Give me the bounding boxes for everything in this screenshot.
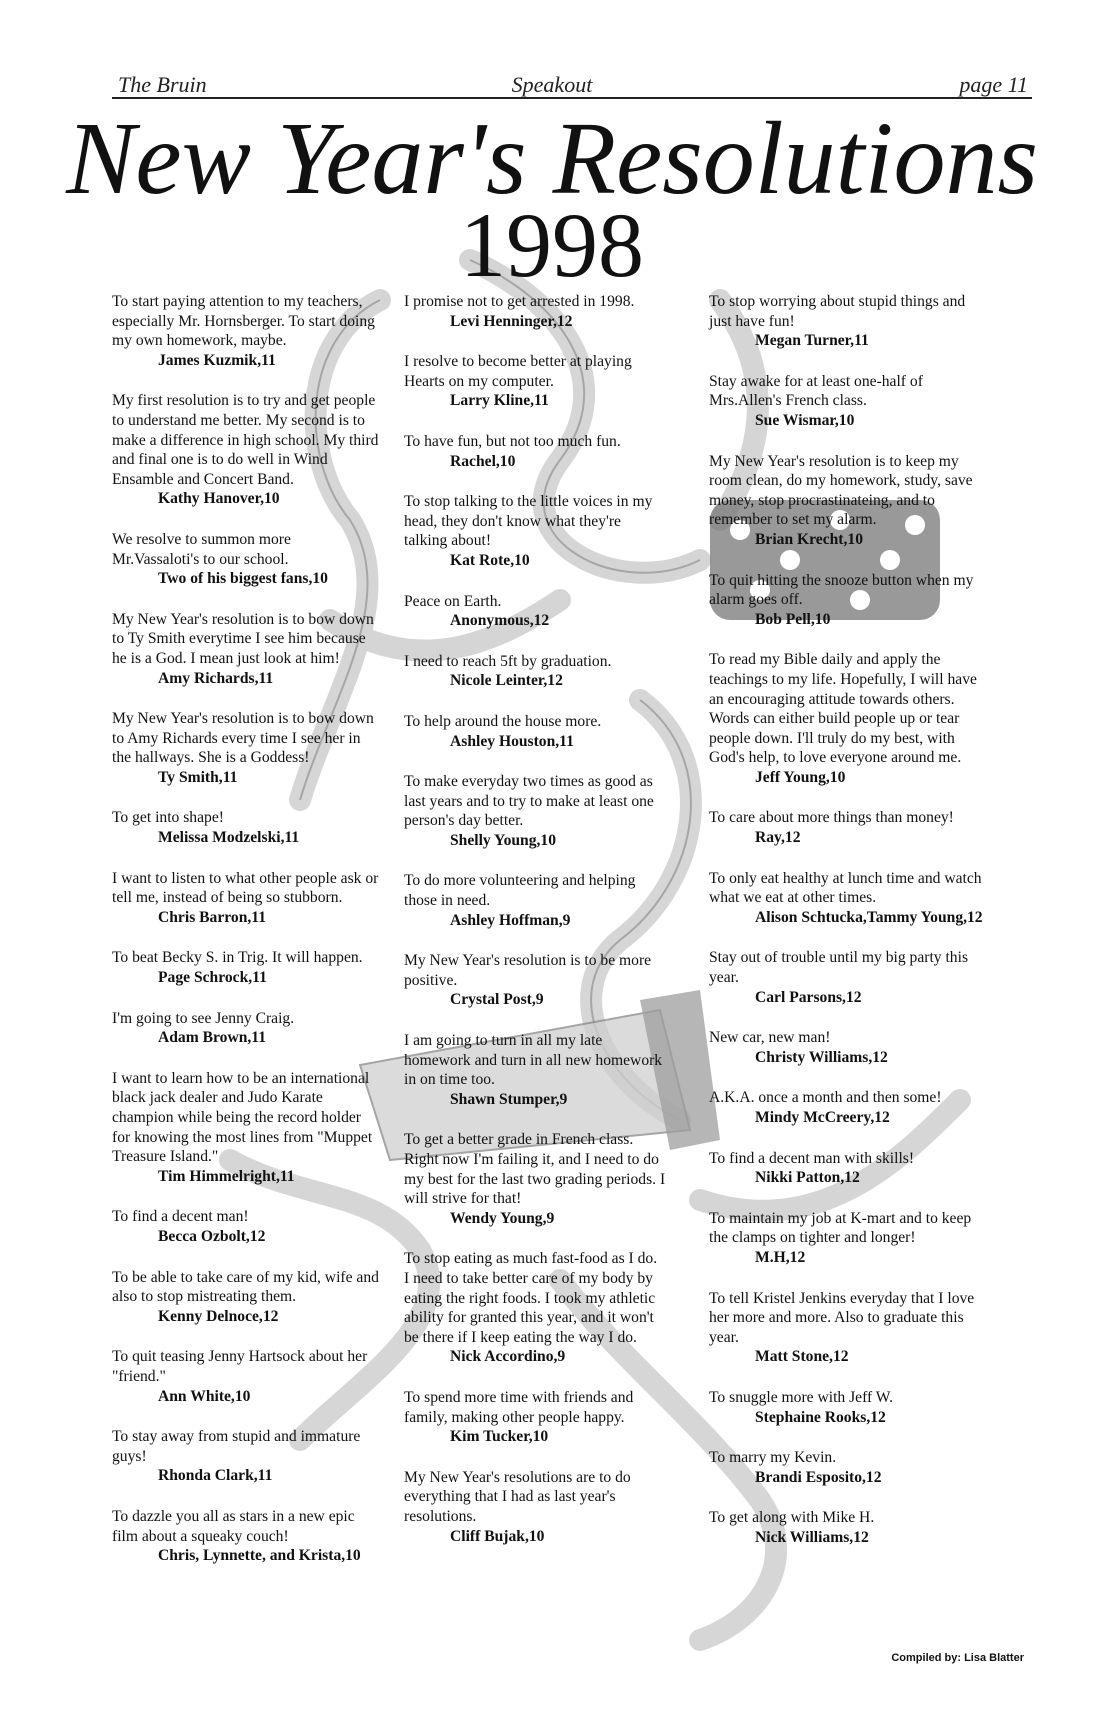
resolution-text: I resolve to become better at playing Hearts on my computer. bbox=[404, 353, 632, 390]
resolution-author: Kim Tucker,10 bbox=[450, 1428, 549, 1446]
resolution-entry bbox=[404, 1388, 666, 1447]
resolution-author: Levi Henninger,12 bbox=[450, 312, 573, 330]
resolution-entry bbox=[404, 871, 666, 930]
resolution-author: Becca Ozbolt,12 bbox=[158, 1227, 266, 1245]
resolution-entry bbox=[709, 452, 985, 550]
resolution-text: To maintain my job at K-mart and to keep the clamps on tighter and longer! bbox=[709, 1209, 972, 1247]
resolution-author: Alison Schtucka,Tammy Young,12 bbox=[755, 908, 983, 926]
resolution-entry bbox=[404, 592, 666, 631]
resolution-text: To tell Kristel Jenkins everyday that I love her more and more. Also to graduate this year. bbox=[709, 1289, 975, 1346]
resolution-author: Adam Brown,11 bbox=[158, 1029, 267, 1047]
resolution-author: Jeff Young,10 bbox=[755, 768, 846, 786]
resolution-entry bbox=[404, 1031, 666, 1109]
resolution-text: I need to reach 5ft by graduation. bbox=[404, 652, 612, 670]
resolution-text: To be able to take care of my kid, wife and also to stop mistreating them. bbox=[112, 1268, 379, 1306]
resolution-author: Nick Accordino,9 bbox=[450, 1348, 566, 1366]
resolution-entry bbox=[404, 432, 666, 471]
resolution-entry bbox=[112, 869, 380, 928]
resolution-author: Bob Pell,10 bbox=[755, 610, 831, 628]
resolution-author: Ty Smith,11 bbox=[158, 768, 238, 786]
resolution-entry bbox=[709, 372, 985, 431]
resolution-entry bbox=[404, 292, 666, 331]
resolution-text: To get along with Mike H. bbox=[709, 1509, 875, 1527]
resolution-text: To do more volunteering and helping those in need. bbox=[404, 872, 636, 910]
resolution-entry bbox=[112, 1427, 380, 1486]
resolution-author: Two of his biggest fans,10 bbox=[158, 570, 328, 588]
resolution-text: To get a better grade in French class. Right now I'm failing it, and I need to do my best for the last two grading periods. I will strive for that! bbox=[404, 1131, 666, 1208]
header-divider bbox=[112, 97, 1032, 99]
resolution-author: Brandi Esposito,12 bbox=[755, 1468, 882, 1486]
resolution-author: Amy Richards,11 bbox=[158, 669, 274, 687]
resolution-entry bbox=[112, 1009, 380, 1048]
resolution-author: Megan Turner,11 bbox=[755, 332, 869, 350]
resolution-author: Tim Himmelright,11 bbox=[158, 1167, 295, 1185]
resolution-text: My first resolution is to try and get people to understand me better. My second is to make a difference in high school. My third and final one is to do well in Wind Ensamble and Concert Band. bbox=[112, 392, 379, 488]
resolution-text: To care about more things than money! bbox=[709, 809, 954, 827]
newspaper-name: The Bruin bbox=[118, 72, 207, 97]
resolution-author: Ashley Hoffman,9 bbox=[450, 911, 571, 929]
resolution-author: Rachel,10 bbox=[450, 452, 516, 470]
page-title: New Year's Resolutions bbox=[66, 101, 1038, 216]
resolution-entry bbox=[709, 808, 985, 847]
resolution-author: Nikki Patton,12 bbox=[755, 1169, 860, 1187]
column-3 bbox=[709, 292, 985, 1569]
resolution-author: Anonymous,12 bbox=[450, 612, 550, 630]
resolution-text: To marry my Kevin. bbox=[709, 1449, 837, 1467]
resolution-entry bbox=[404, 772, 666, 850]
resolution-text: To snuggle more with Jeff W. bbox=[709, 1388, 893, 1406]
resolution-entry bbox=[709, 1149, 985, 1188]
resolution-text: A.K.A. once a month and then some! bbox=[709, 1089, 942, 1107]
resolution-text: To find a decent man! bbox=[112, 1208, 249, 1226]
resolution-entry bbox=[709, 1209, 985, 1268]
resolution-text: My New Year's resolution is to be more positive. bbox=[404, 952, 652, 989]
resolution-author: Ann White,10 bbox=[158, 1387, 251, 1405]
resolution-entry bbox=[404, 1130, 666, 1228]
resolution-author: Melissa Modzelski,11 bbox=[158, 829, 300, 847]
resolution-text: To help around the house more. bbox=[404, 712, 602, 730]
resolution-author: Kenny Delnoce,12 bbox=[158, 1307, 279, 1325]
page-number: page 11 bbox=[959, 72, 1028, 97]
resolution-author: Chris Barron,11 bbox=[158, 908, 267, 926]
resolution-entry bbox=[112, 292, 380, 370]
resolution-author: Stephaine Rooks,12 bbox=[755, 1408, 886, 1426]
resolution-entry bbox=[112, 808, 380, 847]
resolution-text: I want to listen to what other people ask or tell me, instead of being so stubborn. bbox=[112, 869, 379, 907]
resolution-text: To stop talking to the little voices in my head, they don't know what they're talking about! bbox=[404, 493, 653, 550]
resolution-text: To make everyday two times as good as last years and to try to make at least one person's day better. bbox=[404, 773, 654, 830]
resolution-entry bbox=[709, 1508, 985, 1547]
resolution-text: To quit hitting the snooze button when my alarm goes off. bbox=[709, 571, 974, 609]
resolution-entry bbox=[404, 1468, 666, 1546]
resolution-author: Matt Stone,12 bbox=[755, 1348, 849, 1366]
resolution-author: Larry Kline,11 bbox=[450, 392, 549, 410]
resolution-text: To find a decent man with skills! bbox=[709, 1149, 915, 1167]
resolution-text: To get into shape! bbox=[112, 809, 224, 827]
resolution-text: I'm going to see Jenny Craig. bbox=[112, 1009, 295, 1027]
column-1 bbox=[112, 292, 380, 1587]
resolution-text: To start paying attention to my teachers, especially Mr. Hornsberger. To start doing my own homework, maybe. bbox=[112, 293, 375, 350]
resolution-entry bbox=[112, 530, 380, 589]
resolution-author: Mindy McCreery,12 bbox=[755, 1109, 890, 1126]
resolution-author: James Kuzmik,11 bbox=[158, 351, 276, 369]
column-2 bbox=[404, 292, 666, 1567]
resolution-entry bbox=[404, 352, 666, 411]
resolution-text: To dazzle you all as stars in a new epic film about a squeaky couch! bbox=[112, 1507, 355, 1545]
resolution-text: To stop worrying about stupid things and just have fun! bbox=[709, 293, 966, 330]
resolution-author: Rhonda Clark,11 bbox=[158, 1467, 273, 1485]
resolution-author: Nicole Leinter,12 bbox=[450, 672, 563, 690]
resolution-text: To read my Bible daily and apply the teachings to my life. Hopefully, I will have an encouraging attitude towards others. Words can either build people up or tear people down. I'll truly do my best, with God's help, to love everyone around me. bbox=[709, 651, 977, 767]
resolution-entry bbox=[112, 948, 380, 987]
resolution-text: I promise not to get arrested in 1998. bbox=[404, 293, 635, 310]
resolution-text: To have fun, but not too much fun. bbox=[404, 432, 621, 450]
resolution-text: I am going to turn in all my late homework and turn in all new homework in on time too. bbox=[404, 1032, 663, 1089]
resolution-entry bbox=[709, 650, 985, 787]
resolution-author: Brian Krecht,10 bbox=[755, 530, 863, 548]
resolution-author: Wendy Young,9 bbox=[450, 1209, 555, 1227]
resolution-entry bbox=[709, 1028, 985, 1067]
resolution-entry bbox=[709, 1388, 985, 1427]
resolution-entry bbox=[112, 709, 380, 787]
resolution-text: Stay out of trouble until my big party this year. bbox=[709, 949, 969, 987]
resolution-text: To quit teasing Jenny Hartsock about her "friend." bbox=[112, 1348, 368, 1385]
resolution-text: To spend more time with friends and family, making other people happy. bbox=[404, 1388, 634, 1426]
resolution-text: Stay awake for at least one-half of Mrs.Allen's French class. bbox=[709, 372, 923, 410]
resolution-text: My New Year's resolution is to bow down to Ty Smith everytime I see him because he is a God. I mean just look at him! bbox=[112, 610, 374, 667]
compiler-credit: Compiled by: Lisa Blatter bbox=[891, 1652, 1024, 1664]
resolution-text: New car, new man! bbox=[709, 1029, 831, 1047]
resolution-text: To only eat healthy at lunch time and watch what we eat at other times. bbox=[709, 869, 982, 907]
resolution-entry bbox=[404, 712, 666, 751]
resolution-entry bbox=[112, 1507, 380, 1566]
resolution-author: Ray,12 bbox=[755, 829, 801, 847]
resolution-entry bbox=[709, 1289, 985, 1367]
resolution-text: To stay away from stupid and immature guys! bbox=[112, 1428, 361, 1465]
resolution-text: I want to learn how to be an international black jack dealer and Judo Karate champion while being the record holder for knowing the most lines from "Muppet Treasure Island." bbox=[112, 1069, 373, 1166]
resolution-entry bbox=[404, 652, 666, 691]
resolution-author: Cliff Bujak,10 bbox=[450, 1527, 545, 1545]
resolution-entry bbox=[112, 1347, 380, 1406]
resolution-entry bbox=[709, 1088, 985, 1127]
resolution-text: Peace on Earth. bbox=[404, 592, 502, 610]
resolution-author: Kat Rote,10 bbox=[450, 551, 530, 569]
resolution-text: My New Year's resolutions are to do everything that I had as last year's resolutions. bbox=[404, 1468, 631, 1525]
resolution-author: M.H,12 bbox=[755, 1248, 806, 1266]
resolution-entry bbox=[709, 1448, 985, 1487]
resolution-text: My New Year's resolution is to bow down to Amy Richards every time I see her in the hallways. She is a Goddess! bbox=[112, 710, 374, 767]
resolution-author: Chris, Lynnette, and Krista,10 bbox=[158, 1547, 361, 1565]
resolution-author: Page Schrock,11 bbox=[158, 969, 267, 987]
resolution-entry bbox=[709, 869, 985, 928]
resolution-entry bbox=[112, 1268, 380, 1327]
resolution-author: Sue Wismar,10 bbox=[755, 411, 855, 429]
resolution-entry bbox=[404, 492, 666, 570]
resolution-text: My New Year's resolution is to keep my room clean, do my homework, study, save money, stop procrastinateing, and to remember to set my alarm. bbox=[709, 452, 973, 529]
resolution-author: Crystal Post,9 bbox=[450, 991, 544, 1009]
resolution-entry bbox=[112, 391, 380, 509]
resolution-entry bbox=[112, 1207, 380, 1246]
title-year: 1998 bbox=[460, 194, 644, 296]
resolution-author: Kathy Hanover,10 bbox=[158, 490, 280, 508]
resolution-text: To stop eating as much fast-food as I do. I need to take better care of my body by eating the right foods. I took my athletic ability for granted this year, and it won't be there if I keep eating the way I do. bbox=[404, 1250, 658, 1346]
resolution-author: Ashley Houston,11 bbox=[450, 732, 574, 750]
resolution-text: We resolve to summon more Mr.Vassaloti's to our school. bbox=[112, 530, 291, 568]
resolution-author: Christy Williams,12 bbox=[755, 1048, 888, 1066]
resolution-entry bbox=[404, 1249, 666, 1367]
resolution-author: Shelly Young,10 bbox=[450, 831, 557, 849]
resolution-entry bbox=[709, 292, 985, 351]
resolution-author: Nick Williams,12 bbox=[755, 1528, 869, 1546]
resolution-text: To beat Becky S. in Trig. It will happen. bbox=[112, 949, 363, 967]
resolution-entry bbox=[404, 951, 666, 1010]
resolution-entry bbox=[112, 1069, 380, 1187]
section-name: Speakout bbox=[511, 72, 593, 97]
resolution-author: Carl Parsons,12 bbox=[755, 988, 862, 1006]
resolution-entry bbox=[112, 610, 380, 688]
resolution-author: Shawn Stumper,9 bbox=[450, 1090, 568, 1108]
resolution-entry bbox=[709, 571, 985, 630]
resolution-entry bbox=[709, 948, 985, 1007]
